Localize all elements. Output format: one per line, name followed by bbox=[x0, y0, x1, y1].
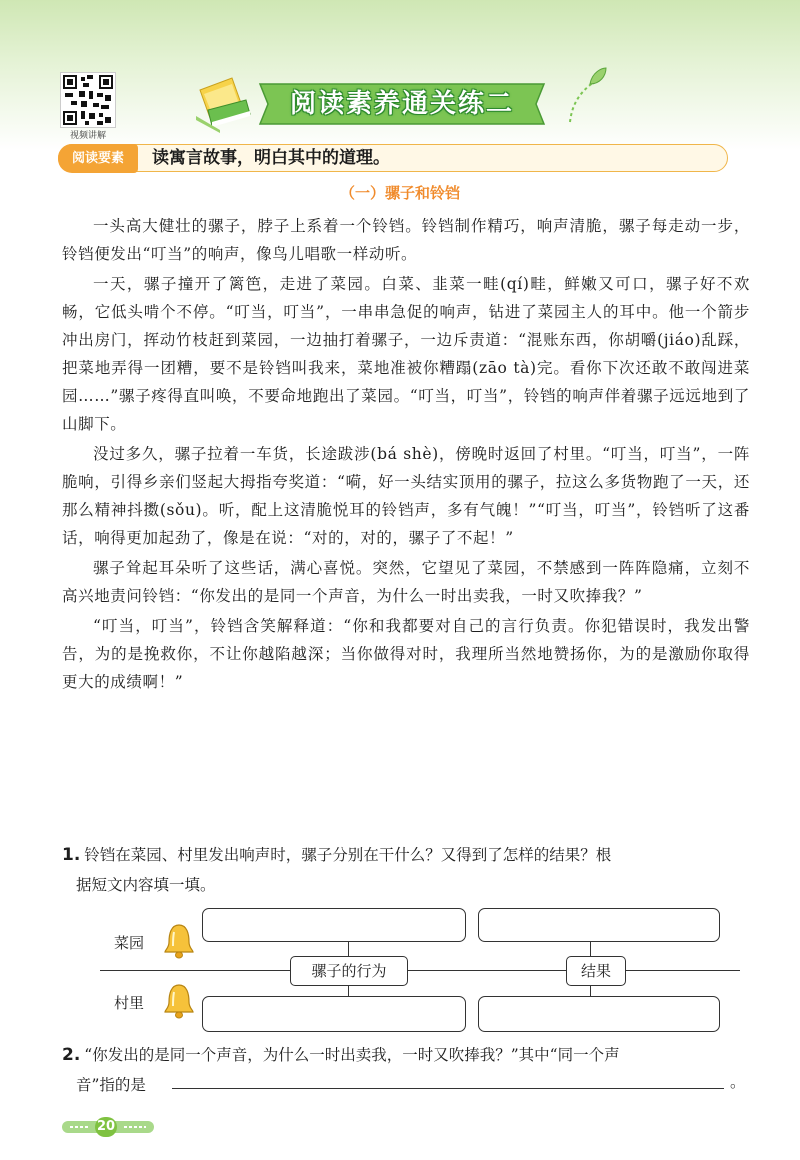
passage-subtitle: （一）骡子和铃铛 bbox=[339, 184, 460, 202]
passage-body bbox=[62, 212, 750, 696]
question-number: 2. bbox=[62, 1045, 81, 1065]
answer-box-village-result[interactable] bbox=[478, 996, 720, 1032]
answer-line-q2[interactable] bbox=[172, 1088, 724, 1089]
leaf-icon bbox=[560, 64, 610, 124]
place-label-village: 村里 bbox=[114, 994, 145, 1012]
reading-requirement-text: 读寓言故事，明白其中的道理。 bbox=[152, 148, 390, 168]
answer-box-garden-behavior[interactable] bbox=[202, 908, 466, 942]
qr-caption: 视频讲解 bbox=[69, 131, 106, 141]
qr-code-icon[interactable] bbox=[60, 72, 116, 128]
paragraph: 一天，骡子撞开了篱笆，走进了菜园。白菜、韭菜一畦(qí)畦，鲜嫩又可口，骡子好不欢畅，它低头啃个不停。“叮当，叮当”，一串串急促的响声，钻进了菜园主人的耳中。他一个箭步冲出房门，挥动竹枝赶到菜园，一边抽打着骡子，一边斥责道：“混账东西，你胡嚼(jiáo)乱踩，把菜地弄得一团糟，要不是铃铛叫我来，菜地准被你糟蹋(zāo tà)完。看你下次还敢不敢闯进菜园……”骡子疼得直叫唤，不要命地跑出了菜园。“叮当，叮当”，铃铛的响声伴着骡子远远地到了山脚下。 bbox=[62, 275, 750, 433]
question-2-end-mark: 。 bbox=[730, 1073, 746, 1091]
question-2 bbox=[62, 1040, 752, 1100]
paragraph: 没过多久，骡子拉着一车货，长途跋涉(bá shè)，傍晚时返回了村里。“叮当，叮当”，一阵脆响，引得乡亲们竖起大拇指夸奖道：“嗬，好一头结实顶用的骡子，拉这么多货物跑了一天，还那么精神抖擞(sǒu)。听，配上这清脆悦耳的铃铛声，多有气魄！”“叮当，叮当”，铃铛听了这番话，响得更加起劲了，像是在说：“对的，对的，骡子了不起！” bbox=[62, 445, 750, 547]
question-1 bbox=[62, 840, 752, 900]
paragraph: “叮当，叮当”，铃铛含笑解释道：“你和我都要对自己的言行负责。你犯错误时，我发出警告，为的是挽救你，不让你越陷越深；当你做得对时，我理所当然地赞扬你，为的是激励你取得更大的成绩啊！” bbox=[62, 617, 750, 691]
question-text-cont: 音”指的是 bbox=[76, 1076, 146, 1094]
center-line bbox=[100, 970, 740, 971]
answer-box-garden-result[interactable] bbox=[478, 908, 720, 942]
fill-in-diagram bbox=[100, 902, 740, 1042]
question-number: 1. bbox=[62, 845, 81, 865]
books-icon bbox=[190, 70, 260, 134]
reading-requirement-badge: 阅读要素 bbox=[58, 144, 138, 173]
question-text: “你发出的是同一个声音，为什么一时出卖我，一时又吹捧我？”其中“同一个声 bbox=[84, 1046, 620, 1064]
bell-icon bbox=[162, 922, 196, 960]
page-number: 20 bbox=[95, 1117, 117, 1137]
paragraph: 一头高大健壮的骡子，脖子上系着一个铃铛。铃铛制作精巧，响声清脆，骡子每走动一步，铃铛便发出“叮当”的响声，像鸟儿唱歌一样动听。 bbox=[62, 217, 750, 263]
question-text: 铃铛在菜园、村里发出响声时，骡子分别在干什么？又得到了怎样的结果？根 bbox=[84, 846, 612, 864]
question-text-cont: 据短文内容填一填。 bbox=[76, 876, 216, 894]
bell-icon bbox=[162, 982, 196, 1020]
place-label-garden: 菜园 bbox=[114, 934, 145, 952]
middle-label-behavior: 骡子的行为 bbox=[290, 956, 408, 986]
page-title: 阅读素养通关练二 bbox=[289, 89, 514, 119]
answer-box-village-behavior[interactable] bbox=[202, 996, 466, 1032]
paragraph: 骡子耸起耳朵听了这些话，满心喜悦。突然，它望见了菜园，不禁感到一阵阵隐痛，立刻不高兴地责问铃铛：“你发出的是同一个声音，为什么一时出卖我，一时又吹捧我？” bbox=[62, 559, 750, 605]
middle-label-result: 结果 bbox=[566, 956, 626, 986]
